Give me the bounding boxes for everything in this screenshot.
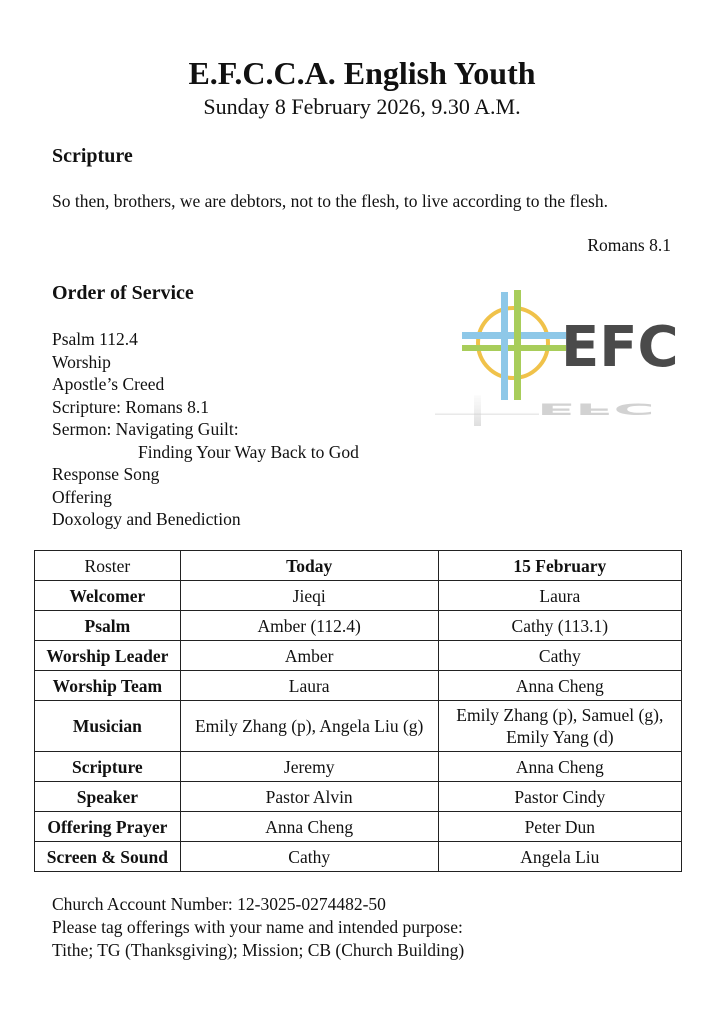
order-item: Scripture: Romans 8.1 xyxy=(52,396,209,417)
offering-info xyxy=(52,893,464,962)
next-cell-line: Emily Yang (d) xyxy=(506,727,614,747)
order-item: Apostle’s Creed xyxy=(52,374,165,394)
next-cell: Anna Cheng xyxy=(438,752,681,782)
header-next-date: 15 February xyxy=(438,551,681,581)
next-cell: Cathy xyxy=(438,641,681,671)
table-row xyxy=(35,782,682,812)
service-datetime: Sunday 8 February 2026, 9.30 A.M. xyxy=(203,94,521,119)
order-item: Sermon: Navigating Guilt: xyxy=(52,419,239,439)
next-cell: Laura xyxy=(438,581,681,611)
role-cell: Psalm xyxy=(35,611,181,641)
today-cell: Emily Zhang (p), Angela Liu (g) xyxy=(180,701,438,752)
next-cell: Anna Cheng xyxy=(438,671,681,701)
role-cell: Welcomer xyxy=(35,581,181,611)
scripture-reference: Romans 8.1 xyxy=(587,235,671,255)
logo-reflection-text: EFC xyxy=(537,399,655,419)
next-cell: Cathy (113.1) xyxy=(438,611,681,641)
table-row xyxy=(35,752,682,782)
role-cell: Screen & Sound xyxy=(35,842,181,872)
next-cell xyxy=(438,701,681,752)
tag-note: Please tag offerings with your name and intended purpose: xyxy=(52,917,463,937)
next-cell: Angela Liu xyxy=(438,842,681,872)
header-roster: Roster xyxy=(35,551,181,581)
today-cell: Laura xyxy=(180,671,438,701)
today-cell: Cathy xyxy=(180,842,438,872)
roster-table xyxy=(34,550,682,872)
table-row xyxy=(35,701,682,752)
efc-logo xyxy=(425,286,681,436)
table-row xyxy=(35,581,682,611)
table-row xyxy=(35,641,682,671)
logo-upright-blue xyxy=(501,292,508,400)
page-title: E.F.C.C.A. English Youth xyxy=(188,55,536,91)
role-cell: Offering Prayer xyxy=(35,812,181,842)
order-item: Offering xyxy=(52,486,112,507)
role-cell: Worship Leader xyxy=(35,641,181,671)
role-cell: Worship Team xyxy=(35,671,181,701)
logo-upright-green xyxy=(514,290,521,400)
header-today: Today xyxy=(180,551,438,581)
table-row xyxy=(35,671,682,701)
order-item: Finding Your Way Back to God xyxy=(138,441,359,462)
order-item: Psalm 112.4 xyxy=(52,329,138,349)
table-row xyxy=(35,842,682,872)
table-row xyxy=(35,611,682,641)
today-cell: Jeremy xyxy=(180,752,438,782)
today-cell: Amber (112.4) xyxy=(180,611,438,641)
order-of-service-list xyxy=(52,328,359,531)
logo-ring xyxy=(478,308,548,378)
order-item: Worship xyxy=(52,351,111,372)
scripture-heading: Scripture xyxy=(52,145,133,167)
order-of-service-heading: Order of Service xyxy=(52,282,194,304)
role-cell: Speaker xyxy=(35,782,181,812)
today-cell: Jieqi xyxy=(180,581,438,611)
role-cell: Musician xyxy=(35,701,181,752)
next-cell: Peter Dun xyxy=(438,812,681,842)
table-row xyxy=(35,812,682,842)
logo-reflection xyxy=(435,395,655,426)
role-cell: Scripture xyxy=(35,752,181,782)
today-cell: Anna Cheng xyxy=(180,812,438,842)
account-number: Church Account Number: 12-3025-0274482-50 xyxy=(52,894,386,914)
today-cell: Amber xyxy=(180,641,438,671)
offering-purposes: Tithe; TG (Thanksgiving); Mission; CB (Church Building) xyxy=(52,940,465,960)
scripture-verse: So then, brothers, we are debtors, not to the flesh, to live according to the flesh. xyxy=(52,191,608,211)
next-cell: Pastor Cindy xyxy=(438,782,681,812)
next-cell-line: Emily Zhang (p), Samuel (g), xyxy=(456,705,664,725)
order-item: Response Song xyxy=(52,464,160,484)
order-item: Doxology and Benediction xyxy=(52,509,241,529)
table-header-row xyxy=(35,551,682,581)
today-cell: Pastor Alvin xyxy=(180,782,438,812)
logo-text: EFC xyxy=(561,315,679,380)
